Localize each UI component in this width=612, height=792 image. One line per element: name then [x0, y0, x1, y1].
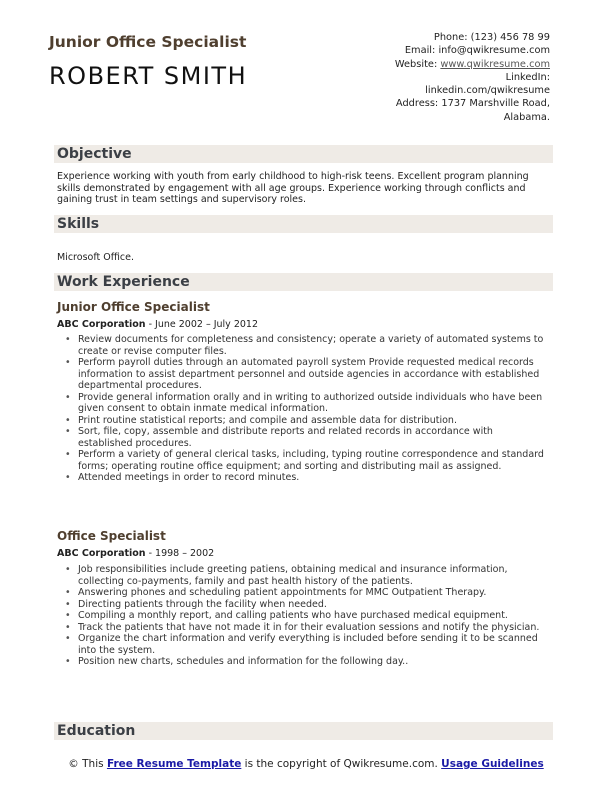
job-bullets: [57, 334, 547, 484]
free-resume-template-link[interactable]: Free Resume Template: [106, 758, 242, 770]
company: ABC Corporation: [57, 319, 146, 330]
skills-heading: Skills: [54, 215, 553, 233]
list-item: • Print routine statistical reports; and compile and assemble data for distribution.: [57, 415, 547, 427]
list-item: • Attended meetings in order to record minutes.: [57, 472, 547, 484]
objective-heading: Objective: [54, 145, 553, 163]
address-line2: Alabama.: [503, 111, 550, 123]
list-item: • Organize the chart information and verify everything is included before sending it to be scanned into the system.: [57, 633, 547, 656]
company: ABC Corporation: [57, 548, 146, 559]
footer-prefix: © This: [68, 758, 107, 770]
job-title: Junior Office Specialist: [49, 33, 247, 51]
list-item: • Perform payroll duties through an automated payroll system Provide requested medical records information to assist department personnel and outside agencies in accordance with established departmental procedures.: [57, 357, 547, 392]
list-item: • Position new charts, schedules and information for the following day..: [57, 656, 547, 668]
job-role: Junior Office Specialist: [57, 300, 210, 314]
objective-text: Experience working with youth from early childhood to high-risk teens. Excellent program planning skills demonstrated by engagement with all age groups. Experience working through conflicts and gaining trust in team settings and supervisory roles.: [57, 171, 529, 205]
website-label: Website:: [394, 58, 441, 70]
list-item: • Review documents for completeness and consistency; operate a variety of automated systems to create or revise computer files.: [57, 334, 547, 357]
contact-block: [350, 31, 550, 124]
job-company-dates: [57, 548, 214, 559]
list-item: • Compiling a monthly report, and calling patients who have purchased medical equipment.: [57, 610, 547, 622]
candidate-name: ROBERT SMITH: [49, 62, 248, 90]
list-item: • Track the patients that have not made it in for their evaluation sessions and notify the physician.: [57, 622, 547, 634]
website-link[interactable]: www.qwikresume.com: [440, 58, 550, 70]
job-role: Office Specialist: [57, 529, 166, 543]
work-experience-heading: Work Experience: [54, 273, 553, 291]
education-heading: Education: [54, 722, 553, 740]
job-company-dates: [57, 319, 258, 330]
list-item: • Perform a variety of general clerical tasks, including, typing routine correspondence and standard forms; operating routine office equipment; and sorting and distributing mail as assigned.: [57, 449, 547, 472]
phone: Phone: (123) 456 78 99: [433, 32, 550, 43]
address: Address: 1737 Marshville Road,: [395, 98, 550, 110]
linkedin: linkedin.com/qwikresume: [425, 85, 550, 97]
dates: - 1998 – 2002: [145, 548, 215, 559]
skills-text: Microsoft Office.: [57, 252, 135, 263]
email: Email: info@qwikresume.com: [404, 45, 550, 57]
list-item: • Job responsibilities include greeting patiens, obtaining medical and insurance information, collecting co-payments, family and past health history of the patients.: [57, 564, 547, 587]
linkedin-label: LinkedIn:: [505, 71, 550, 83]
list-item: • Directing patients through the facility when needed.: [57, 599, 547, 611]
list-item: • Sort, file, copy, assemble and distribute reports and related records in accordance with established procedures.: [57, 426, 547, 449]
footer-middle: is the copyright of Qwikresume.com.: [241, 758, 442, 770]
footer: [0, 758, 612, 771]
job-bullets: [57, 564, 547, 668]
list-item: • Answering phones and scheduling patient appointments for MMC Outpatient Therapy.: [57, 587, 547, 599]
list-item: • Provide general information orally and in writing to authorized outside individuals who have been given consent to obtain inmate medical information.: [57, 392, 547, 415]
dates: - June 2002 – July 2012: [145, 319, 259, 330]
usage-guidelines-link[interactable]: Usage Guidelines: [441, 758, 544, 770]
